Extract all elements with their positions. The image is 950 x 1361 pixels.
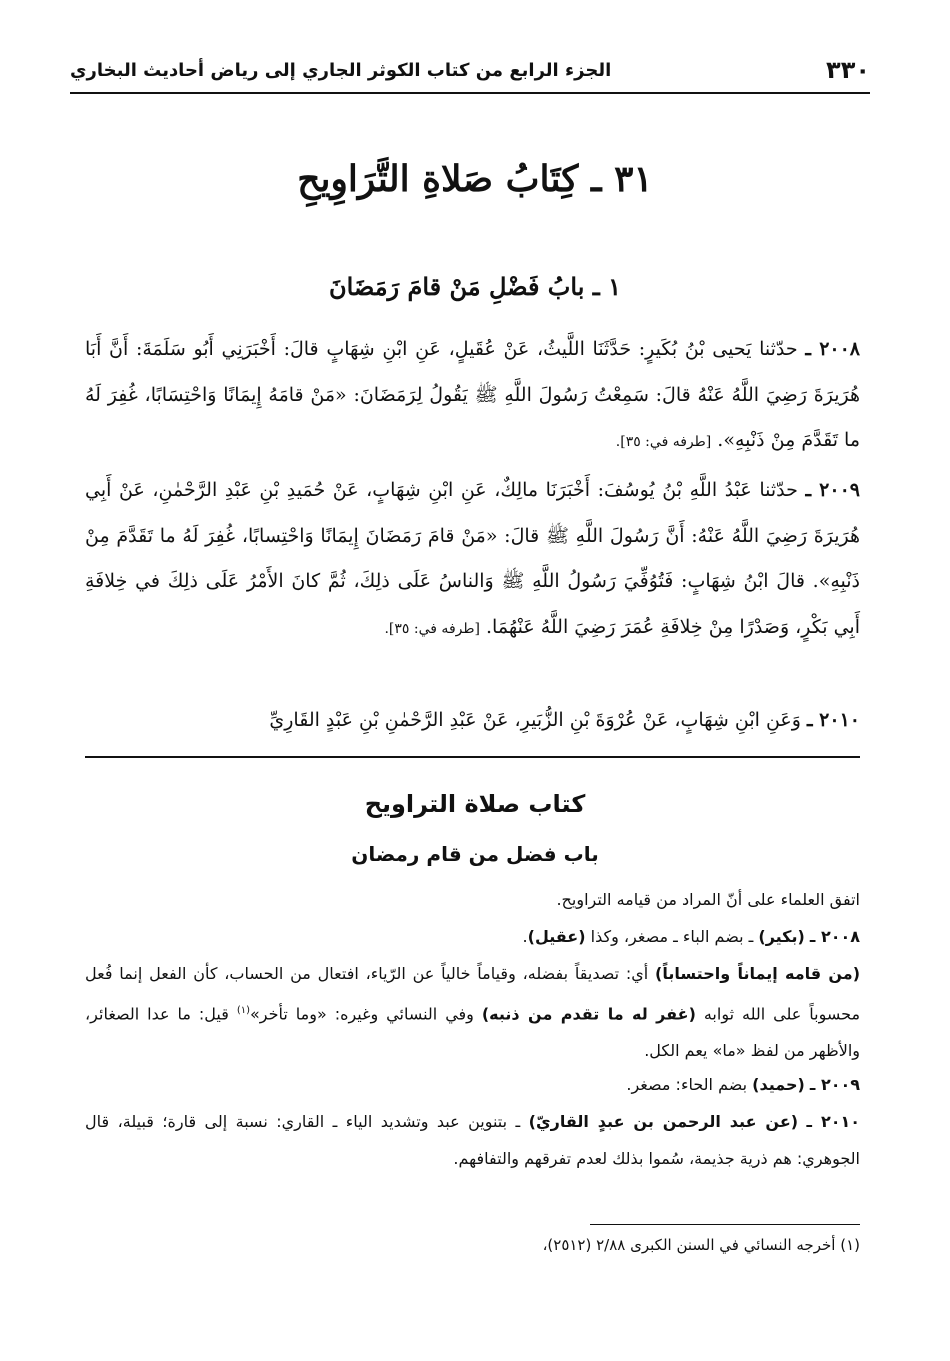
note-number: ٢٠١٠ ـ <box>806 1112 860 1131</box>
footnote-number: (١) <box>840 1236 860 1254</box>
note-text: . <box>522 927 528 946</box>
note-text: قيل: ما عدا الصغائر، والأظهر من لفظ «ما» يعم الكل. <box>85 1004 860 1061</box>
hadith-2009 <box>85 468 860 652</box>
note-word: (بكير) <box>758 927 805 946</box>
footnote-rule <box>590 1224 860 1225</box>
note-text: أي: تصديقاً بفضله، وقياماً خالياً عن الرّياء، افتعال من الحساب، كأن الفعل إنما فُعل محسوباً على الله ثوابه <box>85 964 861 1024</box>
note-text: ـ بضم الباء ـ مصغر، وكذا <box>585 927 759 946</box>
chapter-title: ٣١ ـ كِتَابُ صَلاةِ التَّرَاوِيحِ <box>297 158 653 200</box>
running-header <box>70 52 870 88</box>
hadith-2010 <box>85 698 860 744</box>
note-number: ٢٠٠٨ ـ <box>809 927 860 946</box>
note-word: (عقيل) <box>527 927 586 946</box>
section-divider <box>85 756 860 758</box>
note-phrase: (غفر له ما تقدم من ذنبه) <box>481 1004 696 1024</box>
sharh-matn-note <box>85 955 860 1069</box>
note-number: ٢٠٠٩ ـ <box>809 1075 860 1094</box>
bab-title: ١ ـ بابُ فَضْلِ مَنْ قامَ رَمَضَانَ <box>328 272 622 301</box>
note-phrase: (من قامه إيماناً واحتساباً) <box>655 964 861 983</box>
footnote-marker[interactable]: (١) <box>236 1005 251 1016</box>
hadith-2008 <box>85 327 860 466</box>
sharh-note-2010 <box>85 1103 860 1177</box>
hadith-text: حدّثنا يَحيى بْنُ بُكَيرٍ: حَدَّثَنَا اللَّيثُ، عَنْ عُقَيلٍ، عَنِ ابْنِ شِهَابٍ قالَ: أَخْبَرَنِي أَبُو سَلَمَةَ: أَنَّ أَبَا هُرَيرَةَ رَضِيَ اللَّهُ عَنْهُ قالَ: سَمِعْتُ رَسُولَ اللَّهِ ﷺ يَقُولُ لِرَمَضَانَ: «مَنْ قامَهُ إِيمَانًا وَاحْتِسَابًا، غُفِرَ لَهُ ما تَقَدَّمَ مِنْ ذَنْبِهِ». <box>85 338 860 451</box>
note-word: (عن عبد الرحمن بن عبدٍ القاريّ) <box>528 1112 799 1131</box>
footnote <box>85 1236 860 1254</box>
header-rule <box>70 92 870 94</box>
hadith-text: وَعَنِ ابْنِ شِهَابٍ، عَنْ عُرْوَةَ بْنِ الزُّبَيرِ، عَنْ عَبْدِ الرَّحْمٰنِ بْنِ عَبْدٍ القَارِيِّ <box>269 709 801 731</box>
note-text: وفي النسائي وغيره: «وما تأخر» <box>250 1004 482 1024</box>
hadith-ref: [طرفه في: ٣٥]. <box>615 434 712 450</box>
sharh-intro: اتفق العلماء على أنّ المراد من قيامه التراويح. <box>556 890 860 909</box>
page-number: ٣٣٠ <box>826 56 870 84</box>
sharh-bab-title: باب فضل من قام رمضان <box>351 842 599 866</box>
hadith-number: ٢٠٠٩ ـ <box>805 479 860 501</box>
sharh-note-2009 <box>85 1066 860 1103</box>
hadith-number: ٢٠١٠ ـ <box>806 709 860 731</box>
note-text: بضم الحاء: مصغر. <box>626 1075 753 1094</box>
footnote-text: أخرجه النسائي في السنن الكبرى ٢/٨٨ (٢٥١٢)، <box>542 1236 836 1254</box>
hadith-number: ٢٠٠٨ ـ <box>805 338 861 360</box>
sharh-note-2008 <box>85 918 860 955</box>
note-text: ـ بتنوين عبد وتشديد الياء ـ القاري: نسبة إلى قارة؛ قبيلة، قال الجوهري: هم ذرية جذيمة، سُموا بذلك لعدم تفرقهم والتفافهم. <box>85 1112 860 1168</box>
hadith-ref: [طرفه في: ٣٥]. <box>384 620 480 637</box>
note-word: (حميد) <box>752 1075 805 1094</box>
sharh-title: كتاب صلاة التراويح <box>364 790 586 818</box>
hadith-text: حدّثنا عَبْدُ اللَّهِ بْنُ يُوسُفَ: أَخْبَرَنَا مالِكٌ، عَنِ ابْنِ شِهَابٍ، عَنْ حُمَيدِ بْنِ عَبْدِ الرَّحْمٰنِ، عَنْ أَبِي هُرَيرَةَ رَضِيَ اللَّهُ عَنْهُ: أَنَّ رَسُولَ اللَّهِ ﷺ قالَ: «مَنْ قامَ رَمَضَانَ إِيمَانًا وَاحْتِسابًا، غُفِرَ لَهُ ما تَقَدَّمَ مِنْ ذَنْبِهِ». قالَ ابْنُ شِهَابٍ: فَتُوُفِّيَ رَسُولُ اللَّهِ ﷺ وَالناسُ عَلَى ذلِكَ، ثُمَّ كانَ الأَمْرُ عَلَى ذلِكَ في خِلافَةِ أَبِي بَكْرٍ، وَصَدْرًا مِنْ خِلافَةِ عُمَرَ رَضِيَ اللَّهُ عَنْهُمَا. <box>85 479 860 638</box>
running-title: الجزء الرابع من كتاب الكوثر الجاري إلى رياض أحاديث البخاري <box>70 59 612 81</box>
